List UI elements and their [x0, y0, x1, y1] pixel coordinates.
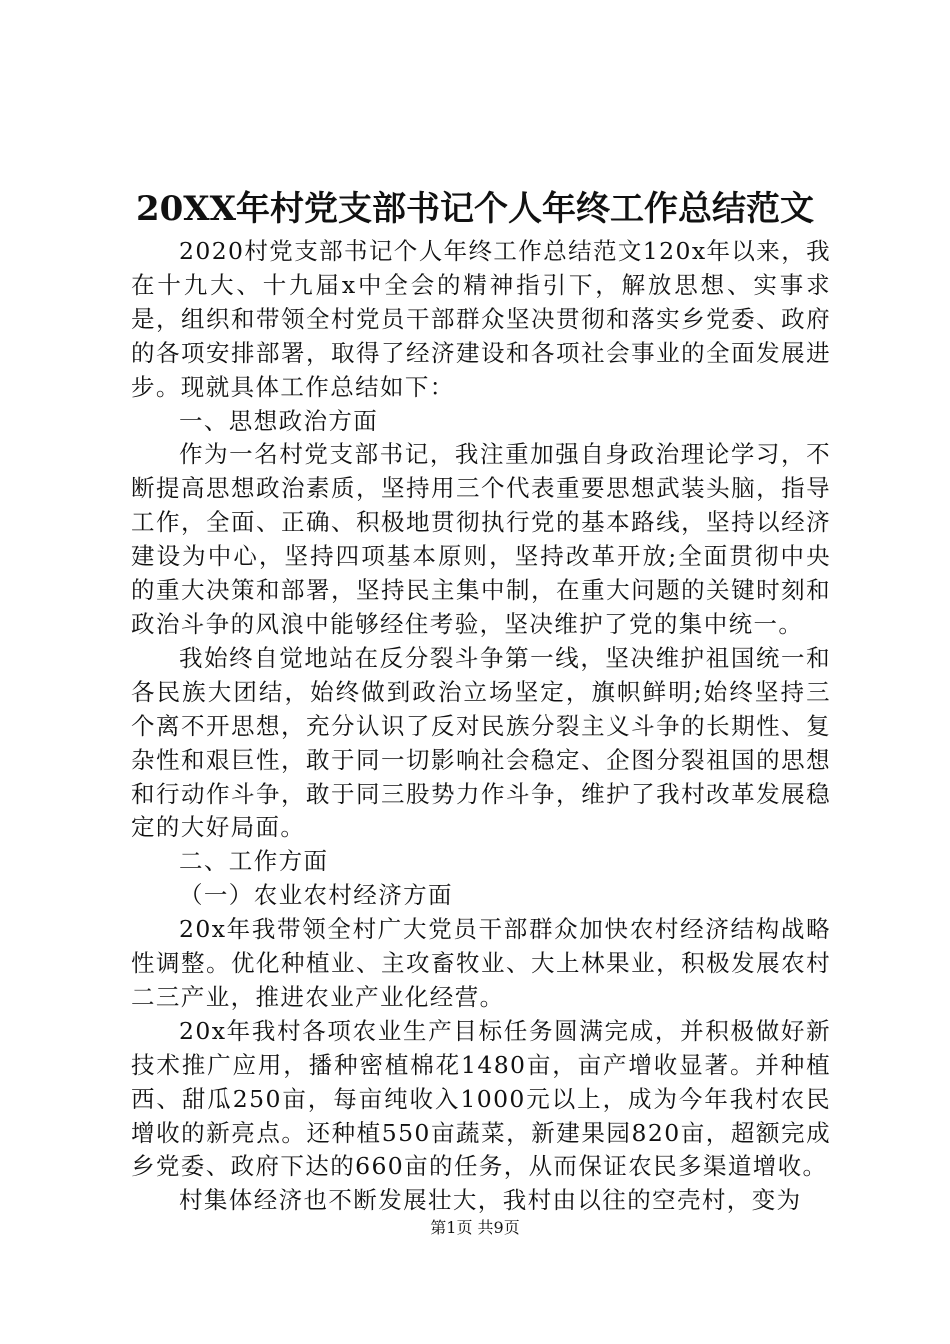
subsection-heading-agriculture: （一）农业农村经济方面: [179, 881, 453, 910]
section-heading-political: 一、思想政治方面: [179, 406, 379, 435]
body-paragraph: 村集体经济也不断发展壮大，我村由以往的空壳村，变为: [179, 1186, 802, 1215]
document-title: 20XX年村党支部书记个人年终工作总结范文: [135, 189, 815, 229]
page-footer: 第1页 共9页: [430, 1218, 520, 1237]
body-paragraph: 20x年我带领全村广大党员干部群众加快农村经济结构战略性调整。优化种植业、主攻畜牧业、大上林果业，积极发展农村二三产业，推进农业产业化经营。: [131, 915, 831, 1011]
body-paragraph: 作为一名村党支部书记，我注重加强自身政治理论学习，不断提高思想政治素质，坚持用三个代表重要思想武装头脑，指导工作，全面、正确、积极地贯彻执行党的基本路线，坚持以经济建设为中心，坚持四项基本原则，坚持改革开放;全面贯彻中央的重大决策和部署，坚持民主集中制，在重大问题的关键时刻和政治斗争的风浪中能够经住考验，坚决维护了党的集中统一。: [131, 440, 831, 638]
body-paragraph: 20x年我村各项农业生产目标任务圆满完成，并积极做好新技术推广应用，播种密植棉花1480亩，亩产增收显著。并种植西、甜瓜250亩，每亩纯收入1000元以上，成为今年我村农民增收的新亮点。还种植550亩蔬菜，新建果园820亩，超额完成乡党委、政府下达的660亩的任务，从而保证农民多渠道增收。: [131, 1016, 831, 1181]
body-paragraph: 我始终自觉地站在反分裂斗争第一线，坚决维护祖国统一和各民族大团结，始终做到政治立场坚定，旗帜鲜明;始终坚持三个离不开思想，充分认识了反对民族分裂主义斗争的长期性、复杂性和艰巨性，敢于同一切影响社会稳定、企图分裂祖国的思想和行动作斗争，敢于同三股势力作斗争，维护了我村改革发展稳定的大好局面。: [131, 643, 831, 842]
intro-paragraph: 2020村党支部书记个人年终工作总结范文120x年以来，我在十九大、十九届x中全会的精神指引下，解放思想、实事求是，组织和带领全村党员干部群众坚决贯彻和落实乡党委、政府的各项安排部署，取得了经济建设和各项社会事业的全面发展进步。现就具体工作总结如下：: [131, 237, 832, 401]
document-body: [131, 235, 831, 1218]
section-heading-work: 二、工作方面: [179, 847, 329, 876]
